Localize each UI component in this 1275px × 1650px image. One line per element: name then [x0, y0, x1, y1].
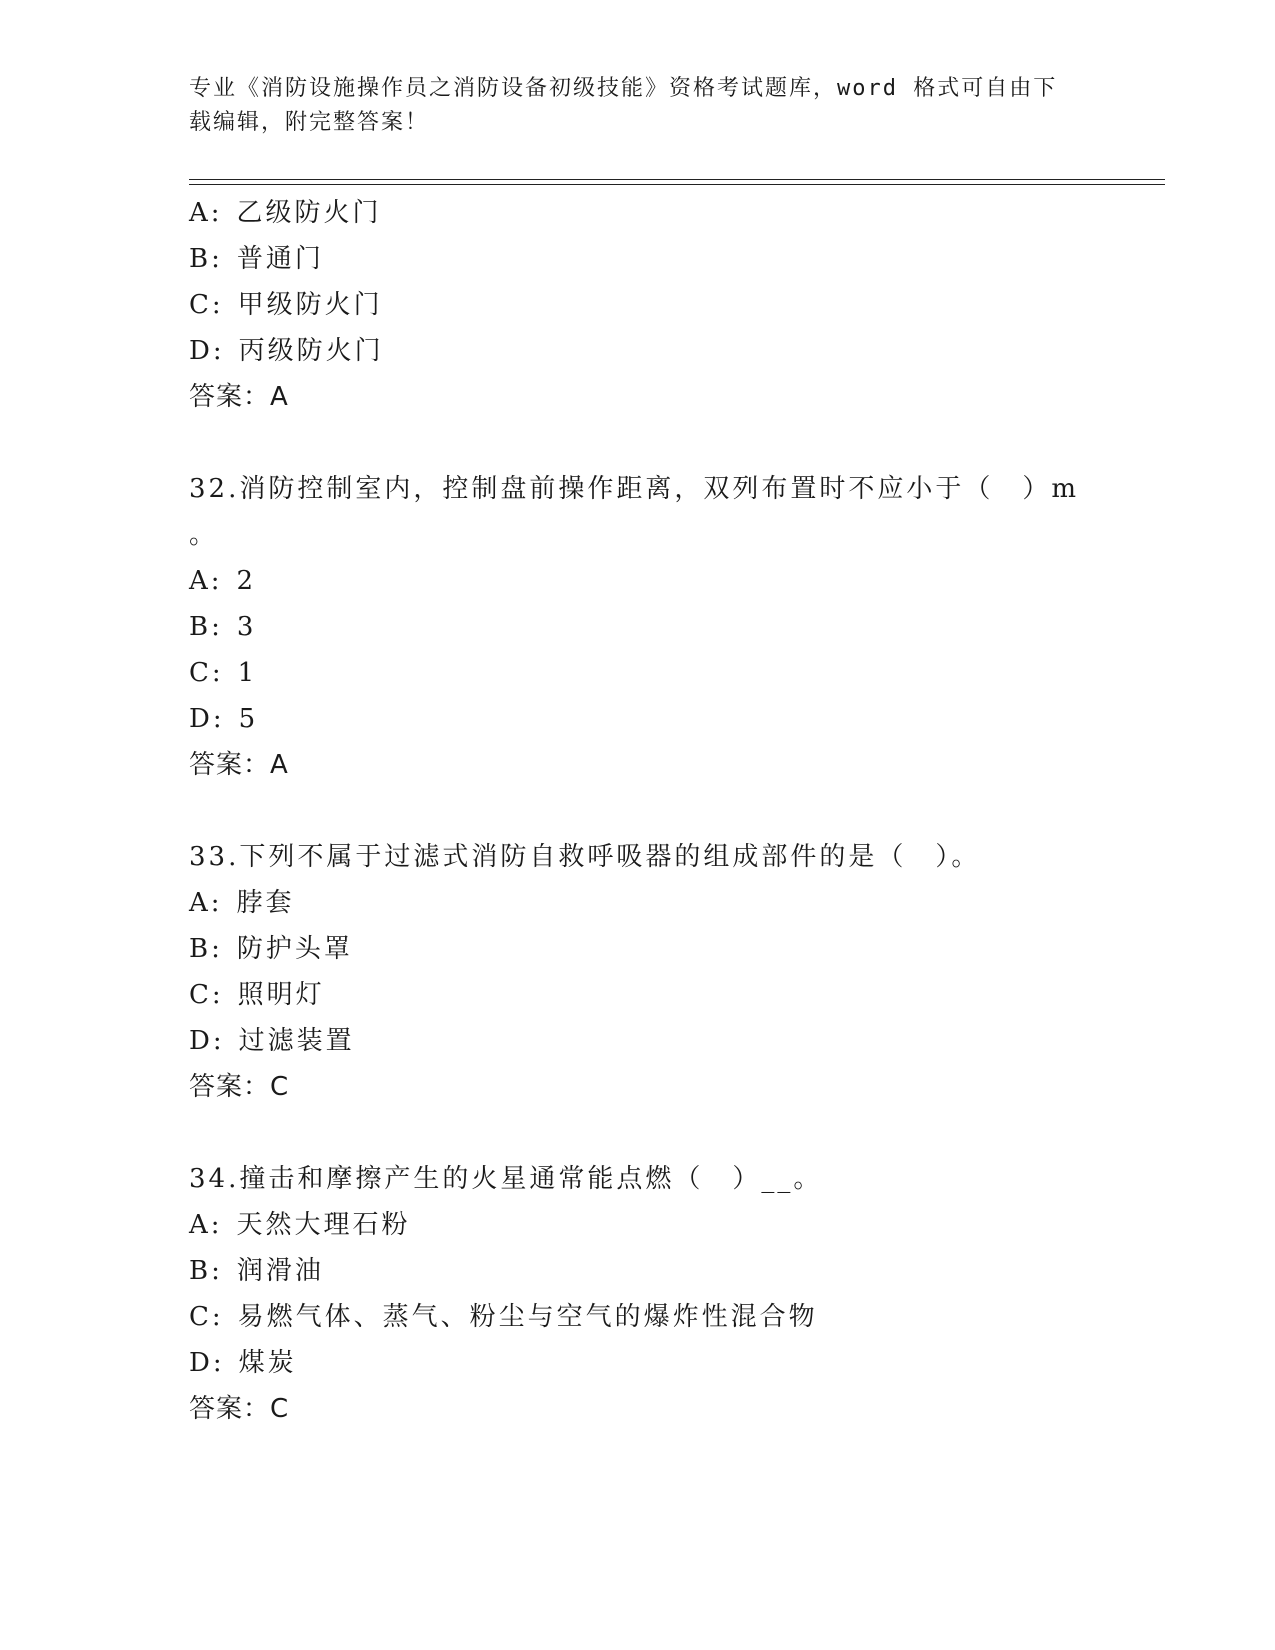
option-label: D:	[189, 1026, 225, 1056]
answer-line: 答案：A	[189, 382, 289, 412]
header-line-1: 专业《消防设施操作员之消防设备初级技能》资格考试题库，word 格式可自由下	[189, 76, 1058, 101]
option-text: 1	[237, 658, 258, 688]
option-text: 2	[236, 566, 257, 596]
answer-line: 答案：A	[189, 750, 289, 780]
option-label: A:	[189, 198, 223, 228]
header-divider-bottom	[189, 184, 1165, 185]
question-text: 33.下列不属于过滤式消防自救呼吸器的组成部件的是（ ）。	[189, 842, 981, 872]
option-label: B:	[189, 1256, 223, 1286]
question-32-block	[189, 466, 1149, 788]
option-label: C:	[189, 980, 224, 1010]
option-label: D:	[189, 336, 225, 366]
option-d	[189, 696, 1149, 742]
question-34-block	[189, 1156, 1149, 1432]
option-text: 易燃气体、蒸气、粉尘与空气的爆炸性混合物	[237, 1302, 818, 1332]
option-label: C:	[189, 658, 224, 688]
option-label: A:	[189, 888, 223, 918]
option-a	[189, 880, 1149, 926]
option-d	[189, 1340, 1149, 1386]
option-text: 普通门	[236, 244, 324, 274]
option-text: 甲级防火门	[237, 290, 383, 320]
spacer	[189, 420, 1149, 466]
question-33-block	[189, 834, 1149, 1110]
question-31-block	[189, 190, 1149, 420]
option-text: 过滤装置	[238, 1026, 355, 1056]
question-text-continued: 。	[189, 520, 219, 550]
option-text: 乙级防火门	[236, 198, 382, 228]
option-a	[189, 190, 1149, 236]
option-c	[189, 1294, 1149, 1340]
option-text: 丙级防火门	[238, 336, 384, 366]
option-label: A:	[189, 566, 223, 596]
option-d	[189, 1018, 1149, 1064]
option-b	[189, 236, 1149, 282]
option-b	[189, 926, 1149, 972]
option-label: B:	[189, 244, 223, 274]
spacer	[189, 788, 1149, 834]
option-text: 5	[238, 704, 259, 734]
question-text: 32.消防控制室内，控制盘前操作距离，双列布置时不应小于（ ）m	[189, 474, 1080, 504]
question-text: 34.撞击和摩擦产生的火星通常能点燃（ ）__。	[189, 1164, 823, 1194]
option-label: C:	[189, 1302, 224, 1332]
answer-line: 答案：C	[189, 1072, 290, 1102]
header-divider-top	[189, 179, 1165, 180]
option-text: 脖套	[236, 888, 295, 918]
option-b	[189, 1248, 1149, 1294]
option-label: D:	[189, 704, 225, 734]
option-c	[189, 282, 1149, 328]
option-text: 天然大理石粉	[236, 1210, 411, 1240]
answer-line: 答案：C	[189, 1394, 290, 1424]
option-label: B:	[189, 612, 223, 642]
option-d	[189, 328, 1149, 374]
document-header	[189, 72, 1089, 140]
option-label: D:	[189, 1348, 225, 1378]
option-b	[189, 604, 1149, 650]
option-c	[189, 650, 1149, 696]
option-label: A:	[189, 1210, 223, 1240]
option-text: 润滑油	[236, 1256, 324, 1286]
option-text: 煤炭	[238, 1348, 297, 1378]
header-line-2: 载编辑，附完整答案！	[189, 110, 430, 135]
option-c	[189, 972, 1149, 1018]
spacer	[189, 1110, 1149, 1156]
option-label: B:	[189, 934, 223, 964]
option-a	[189, 558, 1149, 604]
option-text: 防护头罩	[236, 934, 353, 964]
option-text: 3	[236, 612, 257, 642]
option-label: C:	[189, 290, 224, 320]
option-text: 照明灯	[237, 980, 325, 1010]
option-a	[189, 1202, 1149, 1248]
question-list	[189, 190, 1149, 1432]
